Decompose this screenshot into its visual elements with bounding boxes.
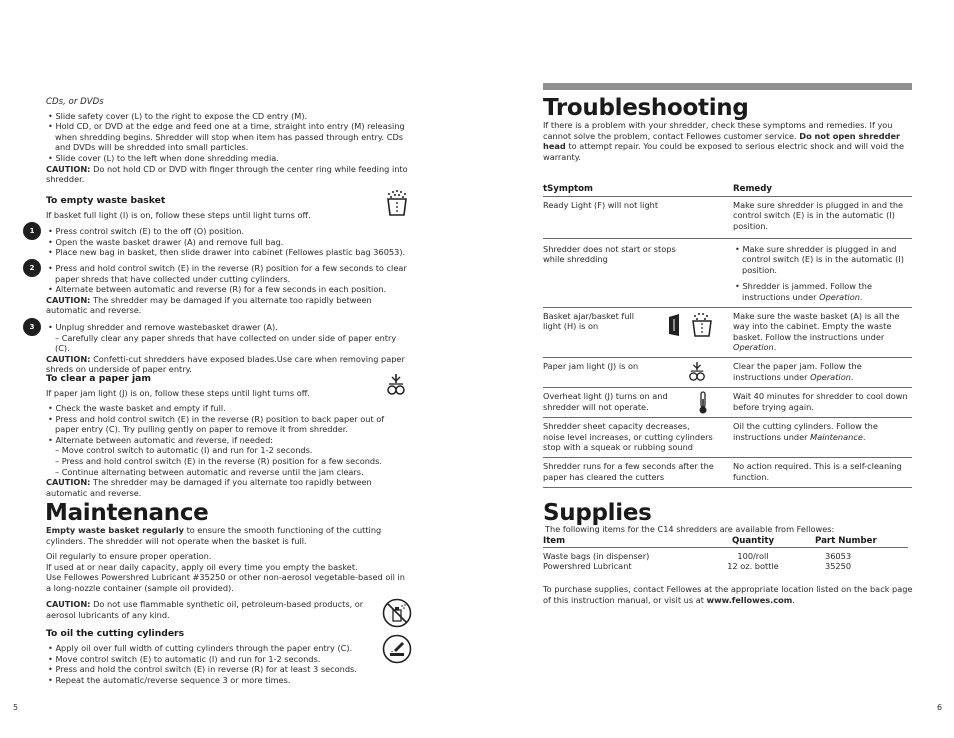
troubleshooting-header-row [543, 181, 912, 196]
oil-bullet: • Move control switch (E) to automatic (I) and run for 1-2 seconds. [48, 653, 321, 664]
table-row: Waste bags (in dispenser) 100/roll 36053 [543, 550, 852, 561]
oil-can-icon [382, 634, 412, 664]
paper-jam-dash: – Continue alternating between automatic and reverse until the jam clears. [55, 466, 364, 477]
step-1-bullet: • Place new bag in basket, then slide drawer into cabinet (Fellowes plastic bag 36053). [48, 247, 406, 258]
supplies-intro: The following items for the C14 shredders are available from Fellowes: [545, 524, 835, 534]
oil-bullet: • Press and hold the control switch (E) in reverse (R) for at least 3 seconds. [48, 664, 357, 675]
basket-full-icon [383, 189, 411, 217]
paper-jam-bullet: • Press and hold control switch (E) in the reverse (R) position to back paper out of paper entry (C). Try pulling gently on paper to remove it from shredder. [48, 413, 385, 435]
step-3-caution: CAUTION: Confetti-cut shredders have exposed blades.Use care when removing paper shreds on underside of paper entry. [46, 353, 405, 375]
supplies-table [543, 536, 908, 572]
symptom-column-header: tSymptom [543, 181, 733, 196]
paper-jam-list [46, 403, 408, 498]
maintenance-lead: Empty waste basket regularly to ensure the smooth functioning of the cutting cylinders. The shredder will not operate when the basket is full. [46, 525, 382, 546]
step-2-list [46, 263, 408, 316]
cds-bullet-3: • Slide cover (L) to the left when done shredding media. [48, 152, 279, 163]
paper-jam-bullet: • Check the waste basket and empty if full. [48, 403, 226, 413]
thermometer-icon [698, 391, 708, 415]
troubleshooting-intro: If there is a problem with your shredder, check these symptoms and remedies. If you cannot solve the problem, contact Fellowes customer service. Do not open shredder head to attempt repair. You could be exposed to serious electric shock and will void the warranty. [543, 120, 905, 162]
cds-heading: CDs, or DVDs [46, 97, 104, 107]
step-2-bullet: • Press and hold control switch (E) in the reverse (R) position for a few seconds to clear paper shreds that have collected under cutting cylinders. [48, 263, 407, 284]
fellowes-link[interactable]: www.fellowes.com [706, 594, 793, 605]
maintenance-title: Maintenance [45, 500, 209, 526]
basket-ajar-icon [667, 312, 715, 338]
supplies-footer: To purchase supplies, contact Fellowes at the appropriate location listed on the back page of this instruction manual, or visit us at www.fellowes.com. [543, 584, 913, 605]
step-1-bullet: • Press control switch (E) to the off (O) position. [48, 226, 245, 236]
table-row: Shredder does not start or stops while shredding • Make sure shredder is plugged in and control switch (E) is in the automatic (I) position. • Shredder is jammed. Follow the instructions under Operation. [543, 238, 912, 307]
remedy-column-header: Remedy [733, 181, 912, 196]
paper-jam-intro: If paper jam light (J) is on, follow these steps until light turns off. [46, 388, 310, 398]
supplies-header-row [543, 536, 908, 547]
paper-jam-dash: – Move control switch to automatic (I) and run for 1-2 seconds. [55, 445, 313, 456]
step-3-dash: – Carefully clear any paper shreds that have collected on under side of paper entry (C). [55, 332, 397, 354]
table-row: Overheat light (J) turns on and shredder will not operate. Wait 40 minutes for shredder to cool down before trying again. [543, 387, 912, 417]
step-3-list [46, 322, 408, 375]
step-3-bullet: • Unplug shredder and remove wastebasket drawer (A). [48, 322, 278, 332]
no-aerosol-icon [382, 598, 412, 628]
oil-cylinders-heading: To oil the cutting cylinders [46, 628, 185, 639]
table-row: Ready Light (F) will not light Make sure shredder is plugged in and the control switch (E) is in the automatic (I) position. [543, 196, 912, 238]
maintenance-oil-paragraph: Oil regularly to ensure proper operation. If used at or near daily capacity, apply oil every time you empty the basket. Use Fellowes Powershred Lubricant #35250 or other non-aerosol vegetable-based oil in a long-nozzle container (sample oil provided). [46, 551, 405, 593]
paper-jam-bullet: • Alternate between automatic and reverse, if needed: [48, 434, 274, 445]
oil-bullet: • Apply oil over full width of cutting cylinders through the paper entry (C). [48, 643, 353, 653]
table-row: Paper jam light (J) is on Clear the paper jam. Follow the instructions under Operation. [543, 357, 912, 387]
empty-basket-heading: To empty waste basket [46, 195, 166, 206]
step-2-bullet: • Alternate between automatic and reverse (R) for a few seconds in each position. [48, 284, 387, 295]
step-2-caution: CAUTION: The shredder may be damaged if you alternate too rapidly between automatic and reverse. [46, 294, 372, 316]
item-column-header: Item [543, 536, 566, 546]
troubleshooting-title: Troubleshooting [543, 95, 749, 121]
supplies-title: Supplies [543, 500, 652, 526]
paper-jam-icon [386, 373, 406, 397]
page-number-left: 5 [13, 703, 19, 712]
paper-jam-caution: CAUTION: The shredder may be damaged if you alternate too rapidly between automatic and reverse. [46, 477, 372, 498]
table-row: Shredder runs for a few seconds after the paper has cleared the cutters No action required. This is a self-cleaning function. [543, 457, 912, 487]
oil-bullet: • Repeat the automatic/reverse sequence 3 or more times. [48, 674, 291, 685]
empty-basket-intro: If basket full light (I) is on, follow these steps until light turns off. [46, 210, 311, 220]
table-row: Powershred Lubricant 12 oz. bottle 35250 [543, 561, 852, 572]
page-number-right: 6 [937, 703, 943, 712]
part-number-column-header: Part Number [815, 536, 877, 546]
table-row: Shredder sheet capacity decreases, noise level increases, or cutting cylinders stop with a squeak or rubbing sound Oil the cutting cylinders. Follow the instructions under Maintenance. [543, 417, 912, 457]
cds-bullet-1: • Slide safety cover (L) to the right to expose the CD entry (M). [48, 110, 308, 121]
table-row: Basket ajar/basket full light (H) is on Make sure the waste basket (A) is all the way into the cabinet. Empty the waste basket. Follow the instructions under Operation. [543, 307, 912, 357]
maintenance-caution: CAUTION: Do not use flammable synthetic oil, petroleum-based products, or aerosol lubricants of any kind. [46, 599, 364, 620]
cds-bullet-2: • Hold CD, or DVD at the edge and feed one at a time, straight into entry (M) releasing when shredding begins. Shredder will stop when item has passed through entry. CDs and DVDs will be shredded into small particles. [48, 121, 405, 153]
paper-jam-dash: – Press and hold control switch (E) in the reverse (R) position for a few seconds. [55, 455, 382, 466]
step-1-bullet: • Open the waste basket drawer (A) and remove full bag. [48, 236, 284, 247]
step-1-list [46, 226, 408, 258]
quantity-column-header: Quantity [731, 536, 775, 546]
oil-cylinders-list [46, 643, 376, 685]
paper-jam-heading: To clear a paper jam [46, 373, 151, 384]
cds-section [46, 97, 408, 185]
step-2-badge: 2 [23, 259, 41, 277]
header-bar [543, 83, 912, 90]
step-3-badge: 3 [23, 318, 41, 336]
step-1-badge: 1 [23, 222, 41, 240]
right-page [477, 0, 954, 738]
paper-jam-icon [688, 360, 706, 384]
troubleshooting-table [543, 181, 912, 488]
cds-caution: CAUTION: Do not hold CD or DVD with finger through the center ring while feeding into shredder. [46, 163, 408, 185]
